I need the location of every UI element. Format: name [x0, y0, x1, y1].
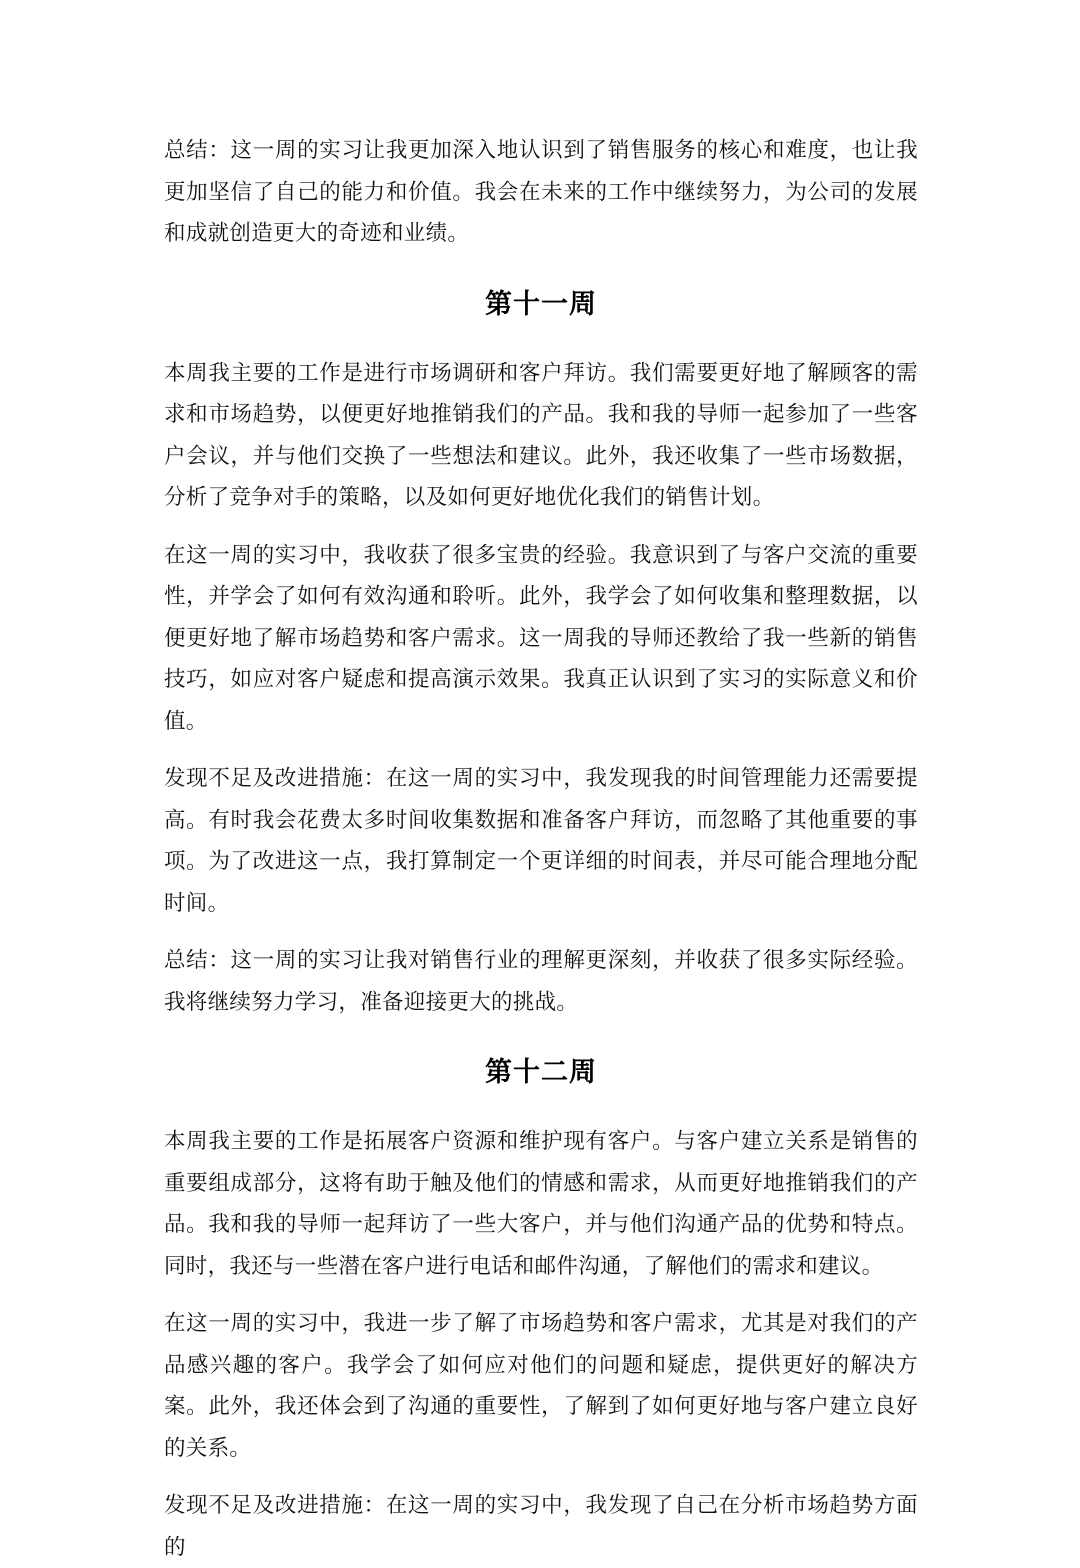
- improvements-week11: 发现不足及改进措施：在这一周的实习中，我发现我的时间管理能力还需要提高。有时我会花费太多时间收集数据和准备客户拜访，而忽略了其他重要的事项。为了改进这一点，我打算制定一个更详细的时间表，并尽可能合理地分配时间。: [164, 766, 918, 916]
- summary-week11: 总结：这一周的实习让我对销售行业的理解更深刻，并收获了很多实际经验。我将继续努力学习，准备迎接更大的挑战。: [164, 948, 918, 1015]
- improvements-week12: 发现不足及改进措施：在这一周的实习中，我发现了自己在分析市场趋势方面的: [164, 1493, 918, 1560]
- heading-week11: 第十一周: [485, 288, 597, 320]
- gains-week12: 在这一周的实习中，我进一步了解了市场趋势和客户需求，尤其是对我们的产品感兴趣的客户。我学会了如何应对他们的问题和疑虑，提供更好的解决方案。此外，我还体会到了沟通的重要性，了解到了如何更好地与客户建立良好的关系。: [164, 1311, 918, 1461]
- summary-week10: 总结：这一周的实习让我更加深入地认识到了销售服务的核心和难度，也让我更加坚信了自己的能力和价值。我会在未来的工作中继续努力，为公司的发展和成就创造更大的奇迹和业绩。: [164, 138, 918, 246]
- work-week12: 本周我主要的工作是拓展客户资源和维护现有客户。与客户建立关系是销售的重要组成部分，这将有助于触及他们的情感和需求，从而更好地推销我们的产品。我和我的导师一起拜访了一些大客户，并与他们沟通产品的优势和特点。同时，我还与一些潜在客户进行电话和邮件沟通，了解他们的需求和建议。: [164, 1129, 918, 1279]
- gains-week11: 在这一周的实习中，我收获了很多宝贵的经验。我意识到了与客户交流的重要性，并学会了如何有效沟通和聆听。此外，我学会了如何收集和整理数据，以便更好地了解市场趋势和客户需求。这一周我的导师还教给了我一些新的销售技巧，如应对客户疑虑和提高演示效果。我真正认识到了实习的实际意义和价值。: [164, 542, 918, 734]
- work-week11: 本周我主要的工作是进行市场调研和客户拜访。我们需要更好地了解顾客的需求和市场趋势，以便更好地推销我们的产品。我和我的导师一起参加了一些客户会议，并与他们交换了一些想法和建议。此外，我还收集了一些市场数据，分析了竞争对手的策略，以及如何更好地优化我们的销售计划。: [164, 360, 918, 510]
- heading-week12: 第十二周: [485, 1057, 597, 1088]
- document-page: [164, 130, 918, 1568]
